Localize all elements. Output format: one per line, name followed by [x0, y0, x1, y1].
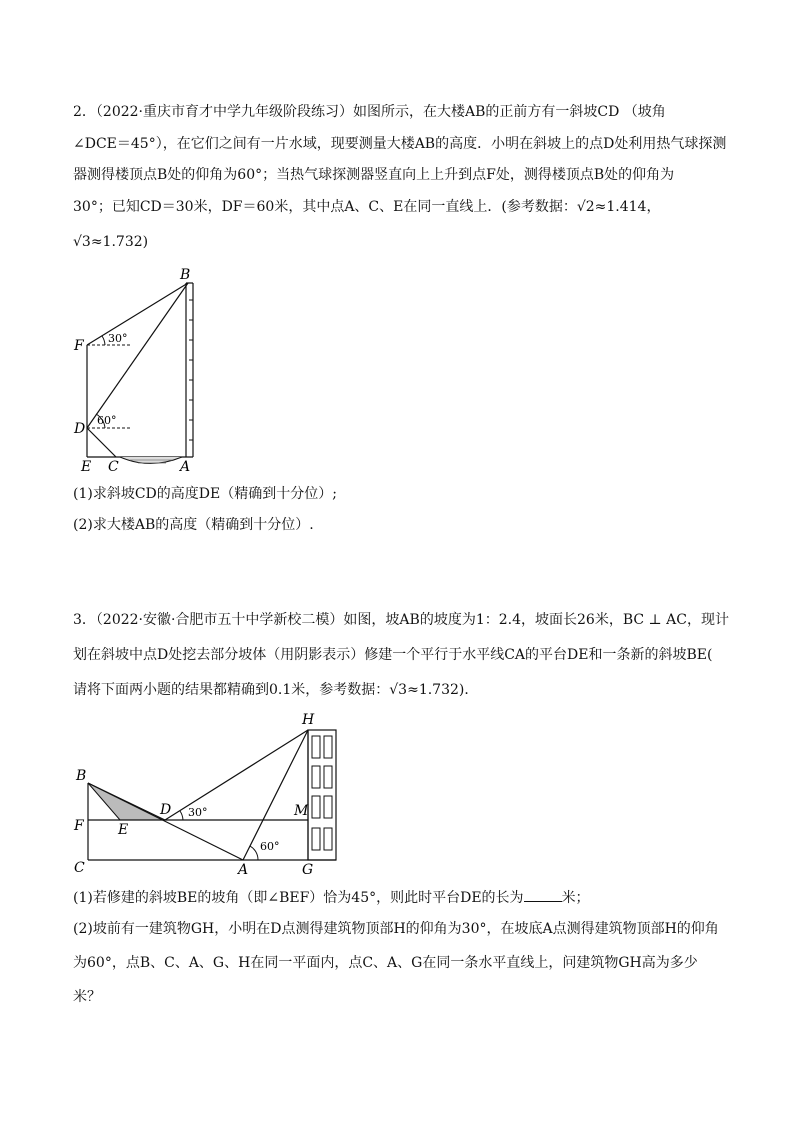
- point-a-label: A: [238, 862, 249, 878]
- problem3-q1-unit: 米；: [561, 890, 590, 906]
- angle-60-label: 60°: [260, 840, 280, 853]
- point-m-label: M: [294, 803, 309, 819]
- problem2-line-5: √3≈1.732): [73, 234, 149, 250]
- building-windows: [189, 300, 193, 440]
- point-c-label: C: [74, 860, 85, 876]
- answer-blank: [524, 887, 562, 902]
- problem2-line-2: ∠DCE＝45°），在它们之间有一片水域，现要测量大楼AB的高度．小明在斜坡上的点D处利用热气球探测: [73, 136, 727, 152]
- problem3-line-1: 3．（2022·安徽·合肥市五十中学新校二模）如图，坡AB的坡度为1：2.4，坡面长26米，BC ⊥ AC，现计: [73, 612, 729, 628]
- problem3-question-1: [73, 887, 590, 908]
- building-windows: [312, 736, 332, 850]
- problem2-question-2: (2)求大楼AB的高度（精确到十分位）.: [73, 517, 314, 533]
- sight-line-fb: [87, 283, 188, 345]
- point-f-label: F: [74, 818, 84, 834]
- problem2-figure: [70, 265, 210, 475]
- point-e-label: E: [81, 459, 92, 475]
- sight-line-db: [87, 283, 188, 428]
- sight-line-dh: [165, 730, 308, 820]
- problem2-line-3: 器测得楼顶点B处的仰角为60°；当热气球探测器竖直向上上升到点F处，测得楼顶点B处的仰角为: [73, 167, 675, 183]
- point-d-label: D: [74, 421, 86, 437]
- point-f-label: F: [74, 338, 84, 354]
- problem2-line-1: 2．（2022·重庆市育才中学九年级阶段练习）如图所示，在大楼AB的正前方有一斜坡CD （坡角: [73, 104, 666, 120]
- problem3-question-2-line-3: 米？: [73, 989, 101, 1005]
- slope-cd: [87, 428, 116, 457]
- problem2-line-4: 30°；已知CD＝30米，DF＝60米，其中点A、C、E在同一直线上．(参考数据：√2≈1.414，: [73, 199, 661, 215]
- problem2-question-1: (1)求斜坡CD的高度DE（精确到十分位）;: [73, 486, 337, 502]
- angle-30-label: 30°: [188, 806, 208, 819]
- problem3-question-2-line-2: 为60°，点B、C、A、G、H在同一平面内，点C、A、G在同一条水平直线上，问建筑物GH高为多少: [73, 955, 698, 971]
- point-d-label: D: [160, 802, 172, 818]
- point-b-label: B: [180, 267, 191, 283]
- point-a-label: A: [180, 459, 191, 475]
- slope-ba: [88, 783, 243, 860]
- angle-30-label: 30°: [108, 332, 128, 345]
- point-e-label: E: [118, 822, 129, 838]
- problem3-line-3: 请将下面两小题的结果都精确到0.1米，参考数据：√3≈1.732)．: [73, 682, 479, 698]
- point-h-label: H: [302, 712, 315, 728]
- point-g-label: G: [302, 862, 314, 878]
- angle-60-label: 60°: [97, 414, 117, 427]
- problem3-question-2-line-1: (2)坡前有一建筑物GH，小明在D点测得建筑物顶部H的仰角为30°，在坡底A点测得建筑物顶部H的仰角: [73, 921, 719, 937]
- problem3-q1-text: (1)若修建的斜坡BE的坡角（即∠BEF）恰为45°，则此时平台DE的长为: [73, 890, 524, 906]
- point-c-label: C: [108, 459, 119, 475]
- problem3-line-2: 划在斜坡中点D处挖去部分坡体（用阴影表示）修建一个平行于水平线CA的平台DE和一条新的斜坡BE(: [73, 647, 713, 663]
- problem3-figure: [70, 710, 350, 880]
- point-b-label: B: [76, 768, 87, 784]
